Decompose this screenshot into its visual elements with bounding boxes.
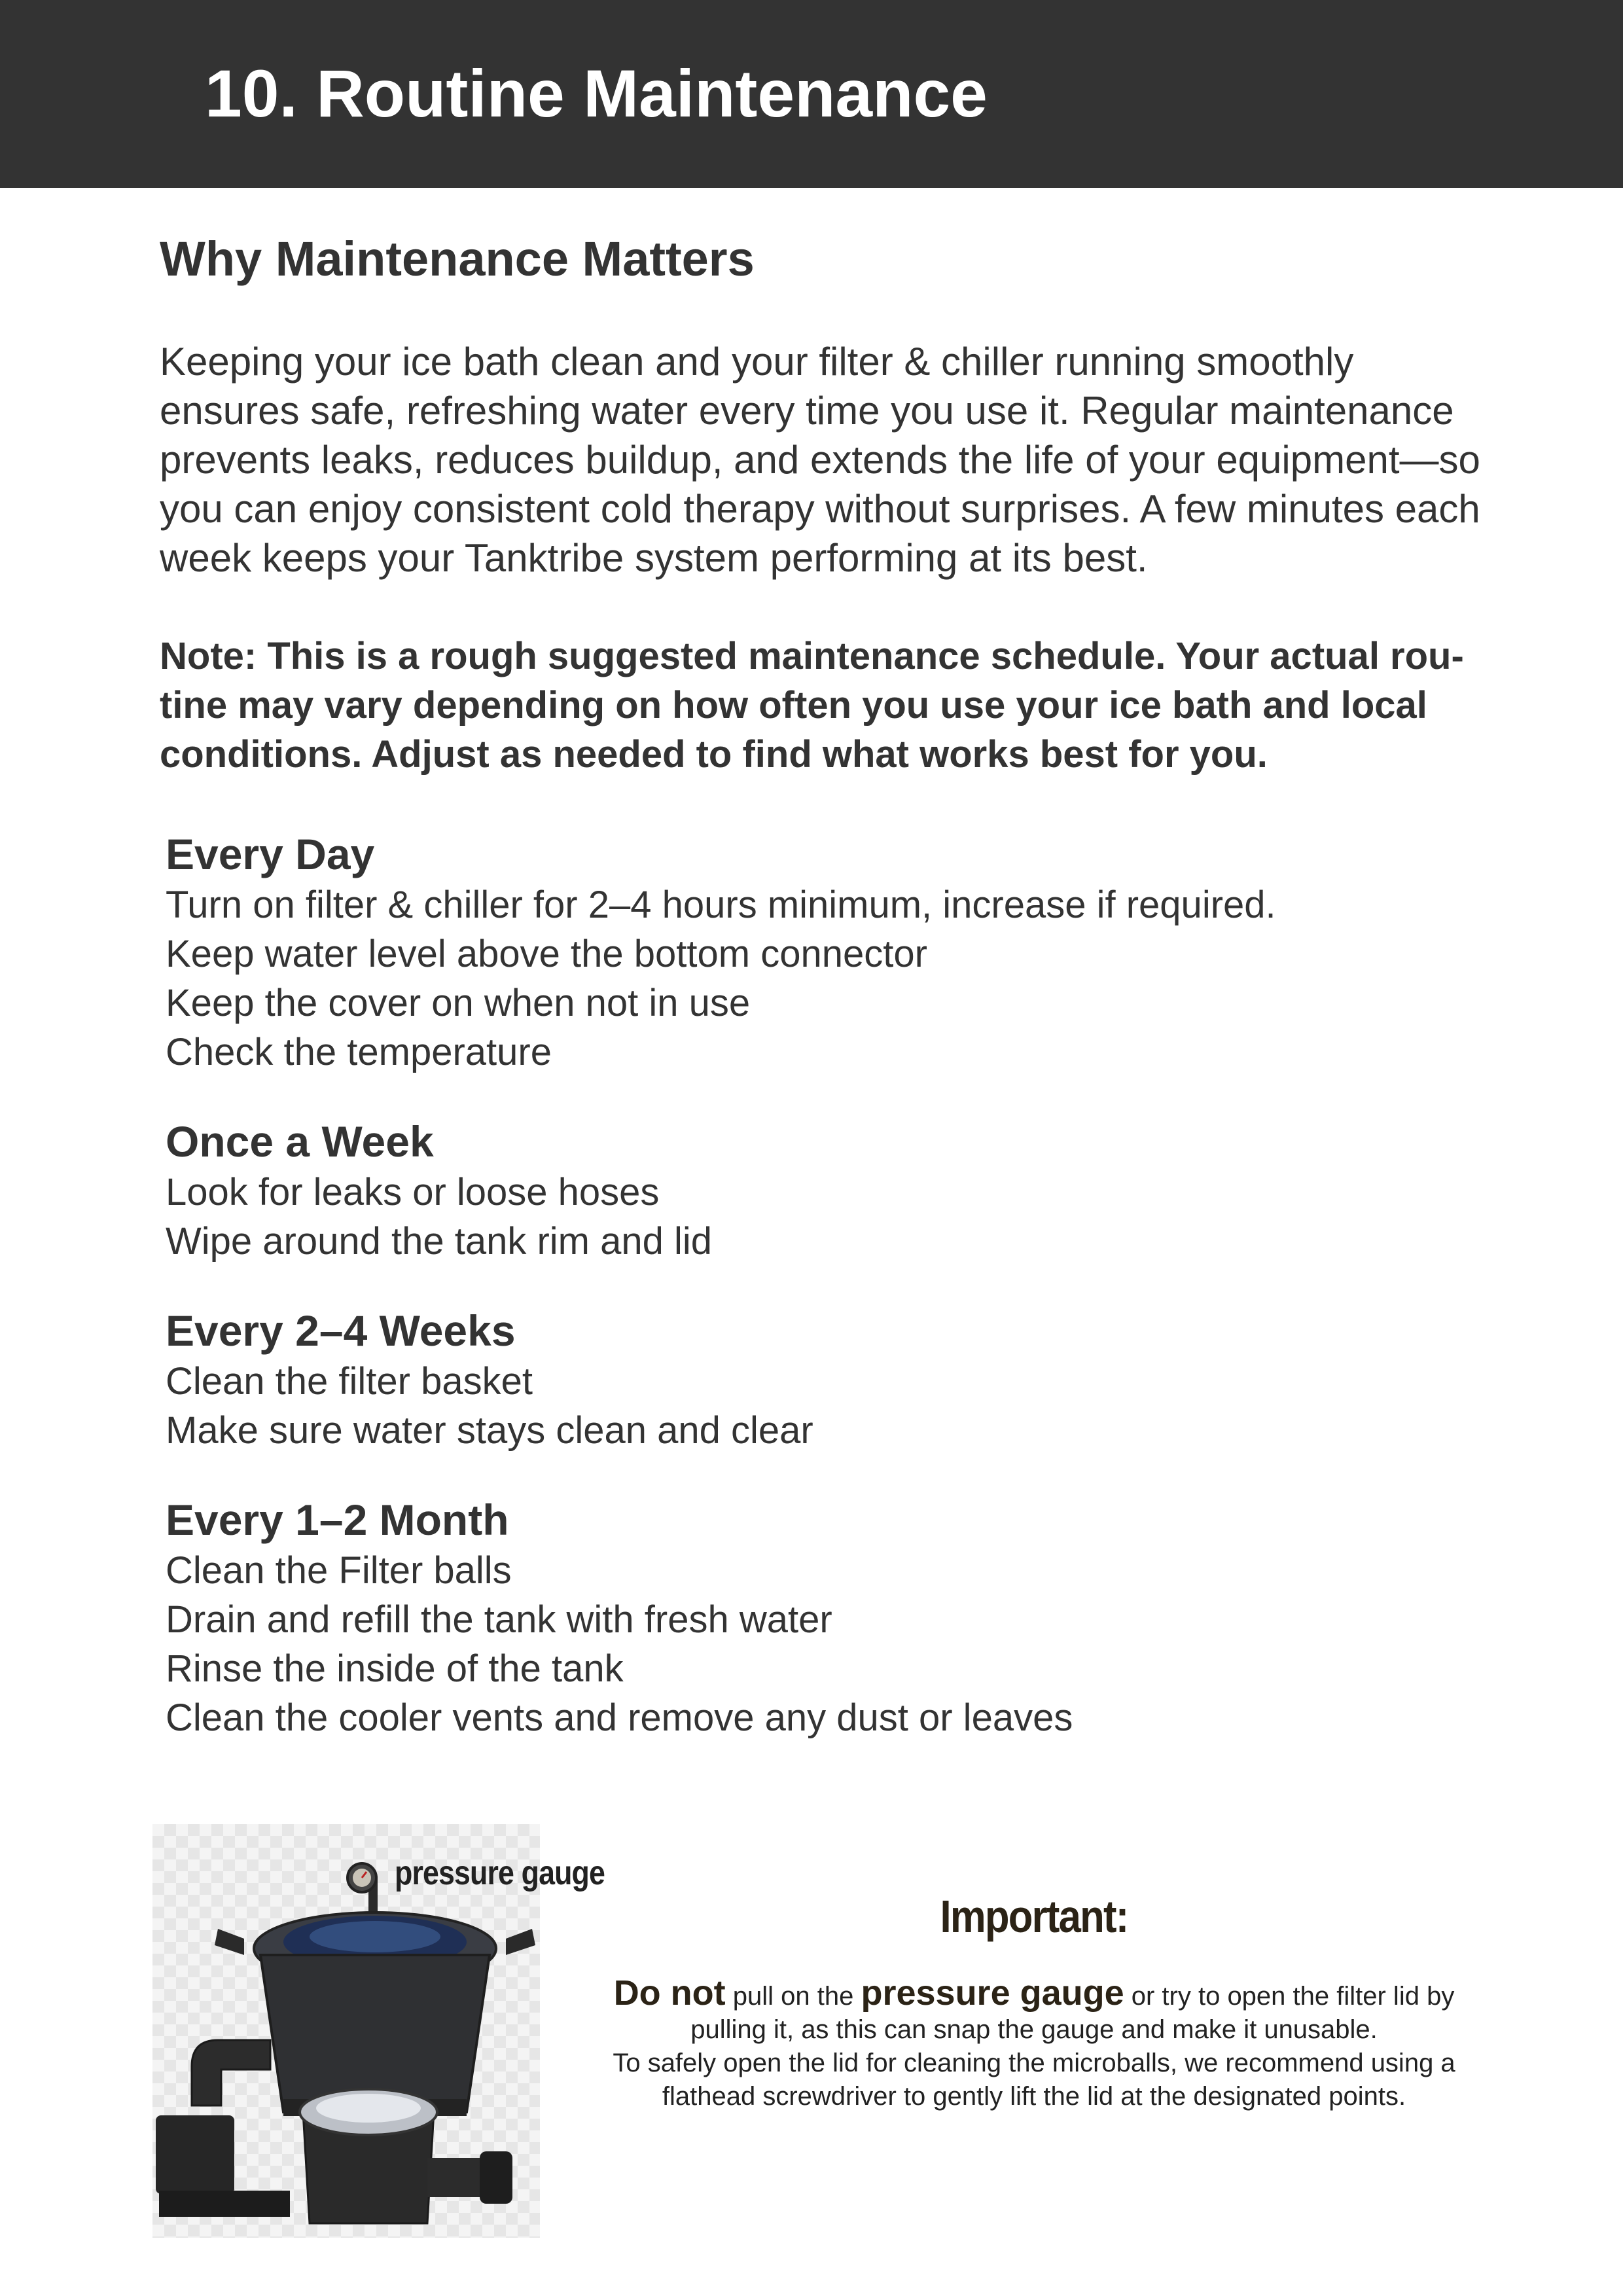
schedule-item: Wipe around the tank rim and lid [166,1220,712,1263]
schedule-item: Look for leaks or loose hoses [166,1171,660,1213]
important-title: Important: [940,1891,1128,1942]
maintenance-schedule [166,828,1474,1742]
schedule-item: Make sure water stays clean and clear [166,1409,813,1452]
schedule-group-title: Once a Week [166,1117,434,1166]
schedule-item: Keep water level above the bottom connector [166,933,927,975]
schedule-group [166,1494,1474,1742]
schedule-item-list [166,1546,1474,1742]
section-title: Why Maintenance Matters [160,232,755,286]
important-text-1: pull on the [725,1982,861,2011]
schedule-item: Keep the cover on when not in use [166,982,751,1024]
schedule-item: Clean the filter basket [166,1360,533,1403]
schedule-item-list [166,1357,1474,1455]
schedule-item: Clean the cooler vents and remove any dust or leaves [166,1696,1073,1739]
schedule-item: Check the temperature [166,1031,552,1073]
schedule-item: Clean the Filter balls [166,1549,512,1592]
header-bar [0,0,1623,188]
schedule-group [166,1115,1474,1266]
schedule-group-title: Every 1–2 Month [166,1496,509,1544]
page-title: 10. Routine Maintenance [205,56,988,131]
schedule-item-list [166,880,1474,1077]
important-text-3: To safely open the lid for cleaning the microballs, we recommend using a flathead screwdriver to gently lift the lid at the designated points. [613,2049,1455,2111]
schedule-item: Turn on filter & chiller for 2–4 hours minimum, increase if required. [166,884,1276,926]
schedule-item: Drain and refill the tank with fresh water [166,1598,832,1641]
schedule-group [166,1304,1474,1455]
important-body [576,1973,1492,2113]
pressure-gauge-text: pressure gauge [861,1973,1124,2013]
schedule-item: Rinse the inside of the tank [166,1647,624,1690]
pressure-gauge-label: pressure gauge [395,1854,605,1892]
schedule-group [166,828,1474,1077]
note-paragraph: Note: This is a rough suggested maintenance schedule. Your actual routine may vary depending on how often you use your ice bath and local conditions. Adjust as needed to find what works best for you. [160,635,1464,776]
do-not-text: Do not [613,1973,726,2013]
schedule-group-title: Every 2–4 Weeks [166,1306,516,1355]
important-text-2: or try to open the filter lid by pulling it, as this can snap the gauge and make it unusable. [690,1982,1455,2044]
schedule-item-list [166,1168,1474,1266]
intro-paragraph: Keeping your ice bath clean and your filter & chiller running smoothly ensures safe, refreshing water every time you use it. Regular maintenance prevents leaks, reduces buildup, and extends the life of your equipment—so you can enjoy consistent cold therapy without surprises. A few minutes each week keeps your Tanktribe system performing at its best. [160,340,1480,580]
schedule-group-title: Every Day [166,830,375,878]
